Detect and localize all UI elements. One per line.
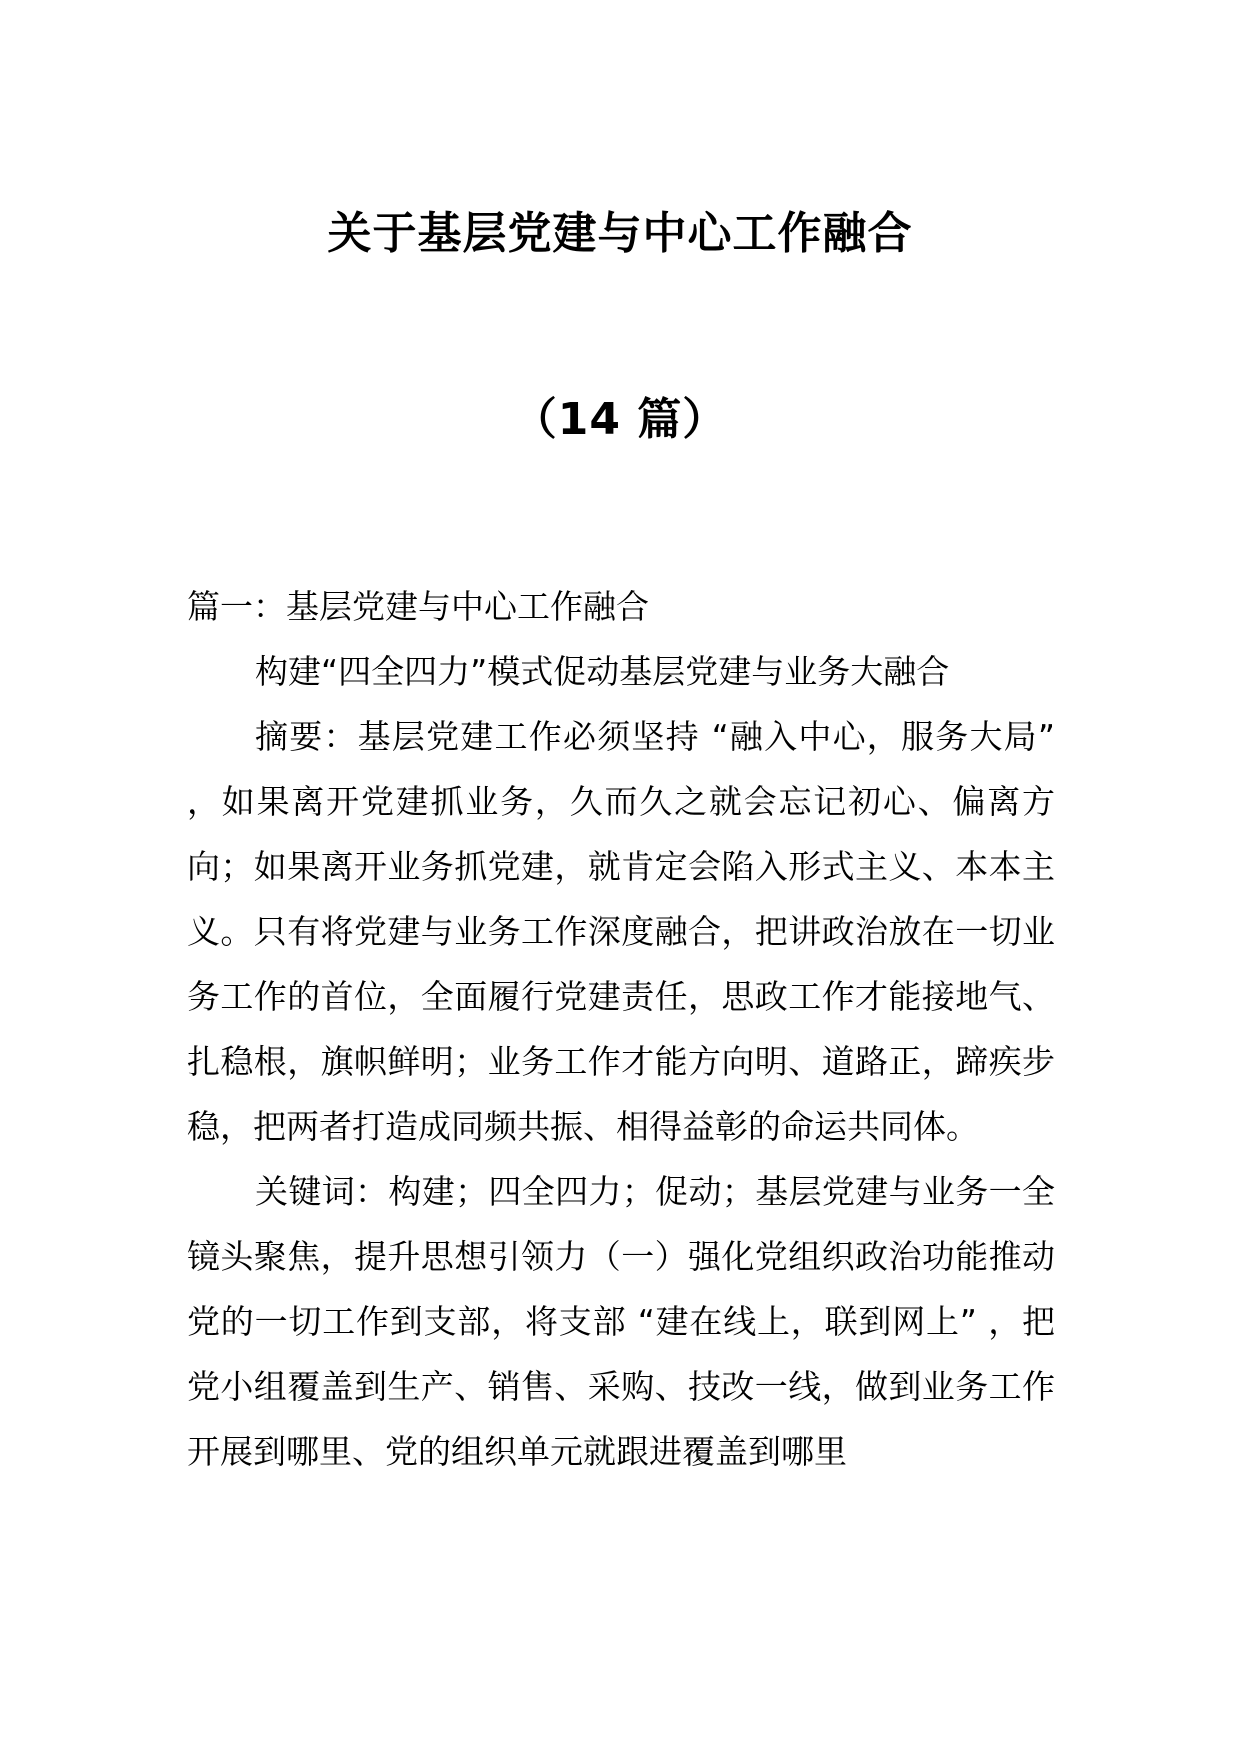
document-body	[187, 574, 1055, 1484]
abstract-paragraph: 摘要：基层党建工作必须坚持 “融入中心，服务大局” ，如果离开党建抓业务，久而久之就会忘记初心、偏离方向；如果离开业务抓党建，就肯定会陷入形式主义、本本主义。只有将党建与业务工作深度融合，把讲政治放在一切业务工作的首位，全面履行党建责任，思政工作才能接地气、扎稳根，旗帜鲜明；业务工作才能方向明、道路正，蹄疾步稳，把两者打造成同频共振、相得益彰的命运共同体。	[187, 717, 1055, 1146]
keywords-paragraph: 关键词：构建；四全四力；促动；基层党建与业务一全镜头聚焦，提升思想引领力（一）强化党组织政治功能推动党的一切工作到支部，将支部 “建在线上，联到网上” ，把党小组覆盖到生产、销售、采购、技改一线，做到业务工作开展到哪里、党的组织单元就跟进覆盖到哪里	[187, 1172, 1055, 1471]
document-subtitle: （14 篇）	[512, 394, 728, 445]
section-heading: 篇一：基层党建与中心工作融合	[187, 587, 649, 626]
article-title: 构建“四全四力”模式促动基层党建与业务大融合	[255, 652, 950, 691]
document-title: 关于基层党建与中心工作融合	[327, 208, 913, 259]
